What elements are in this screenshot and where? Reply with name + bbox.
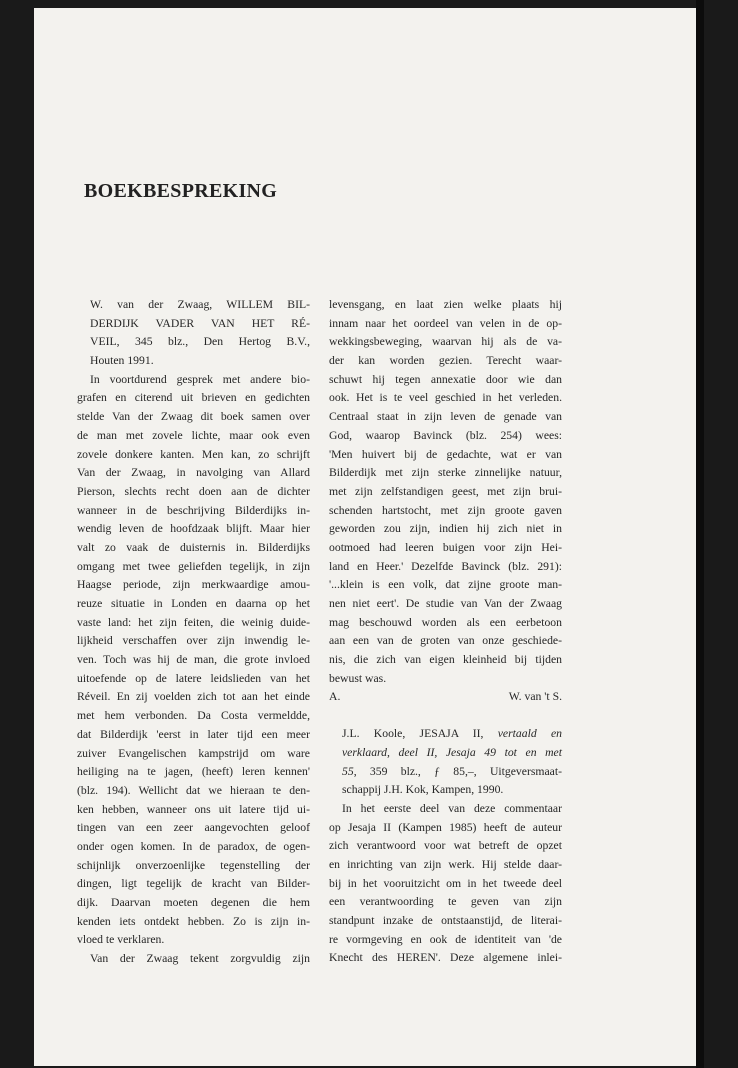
text-line: Pierson, slechts recht doen aan de dichter bbox=[77, 484, 310, 498]
text-line: op Jesaja II (Kampen 1985) heeft de auteur bbox=[329, 820, 562, 834]
text-line: dat Bilderdijk 'eerst in later tijd een meer bbox=[77, 727, 310, 741]
text-line: God, waarop Bavinck (blz. 254) wees: bbox=[329, 428, 562, 442]
scan-edge bbox=[696, 0, 704, 1068]
text-line: kenden iets ontdekt hebben. Zo is zijn in- bbox=[77, 914, 310, 928]
text-line: zovele donkere kanten. Men kan, zo schrijft bbox=[77, 447, 310, 461]
text-line: ken hebben, wanneer ons uit latere tijd ui- bbox=[77, 802, 310, 816]
text-line: vaste land: het zijn feiten, die weinig duide- bbox=[77, 615, 310, 629]
text-line: lijkheid verschaffen over zijn inwendig le- bbox=[77, 634, 310, 648]
text-line: dijk. Daarvan moeten degenen die hem bbox=[77, 896, 310, 909]
ref-chapter: 55 bbox=[342, 764, 354, 778]
left-column bbox=[77, 296, 310, 969]
ref-details: , 359 blz., ƒ 85,–, Uitgeversmaat- bbox=[353, 764, 562, 778]
text-line: wanneer in de beschrijving Bilderdijks in- bbox=[77, 503, 310, 517]
text-line: ven. Toch was hij de man, die grote invloed bbox=[77, 653, 310, 667]
text-line: vloed te verklaren. bbox=[77, 933, 165, 947]
page-title: BOEKBESPREKING bbox=[84, 180, 278, 202]
text-line: der kan worden gezien. Terecht waar- bbox=[329, 354, 562, 368]
text-line: land en Heer.' Dezelfde Bavinck (blz. 291): bbox=[329, 559, 562, 573]
text-line: een verantwoording te geven van zijn bbox=[329, 895, 562, 909]
review1-reference-line: Houten 1991. bbox=[90, 354, 154, 368]
text-line: met zijn zelfstandigen geest, met zijn brui- bbox=[329, 484, 562, 498]
text-line: Van der Zwaag tekent zorgvuldig zijn bbox=[90, 952, 310, 966]
text-line: (blz. 194). Wellicht dat we hieraan te den- bbox=[77, 783, 310, 797]
text-line: standpunt inzake de ontstaanstijd, de literai- bbox=[329, 914, 562, 927]
signature-name: W. van 't S. bbox=[508, 690, 562, 704]
text-line: nen niet eert'. De studie van Van der Zwaag bbox=[329, 597, 562, 610]
ref-subtitle: vertaald en bbox=[497, 727, 562, 741]
text-line: uitoefende op de latere leidslieden van het bbox=[77, 671, 310, 685]
text-line: onder ogen komen. In de paradox, de ogen- bbox=[77, 839, 310, 853]
text-line: met hem verbonden. Da Costa vermeldde, bbox=[77, 709, 310, 723]
text-line: tingen van een zeer aangevochten geloof bbox=[77, 821, 310, 835]
review2-reference-line bbox=[342, 744, 562, 763]
text-line: wekkingsbeweging, waarvan hij als de va- bbox=[329, 335, 562, 349]
text-line: zich verantwoord voor wat betreft de opzet bbox=[329, 839, 562, 853]
text-line: zuiver Evangelischen kampstrijd om ware bbox=[77, 746, 310, 760]
review1-reference bbox=[77, 296, 310, 371]
text-line: Knecht des HEREN'. Deze algemene inlei- bbox=[329, 951, 562, 965]
text-line: innam naar het oordeel van velen in de op- bbox=[329, 316, 562, 330]
text-line: reuze situatie in Londen en daarna op het bbox=[77, 597, 310, 610]
text-line: 'Men huivert bij de gedachte, wat er van bbox=[329, 447, 562, 461]
text-line: Haagse periode, zijn merkwaardige amou- bbox=[77, 578, 310, 592]
text-line: re vormgeving en ook de identiteit van 'de bbox=[329, 932, 562, 946]
text-line: heiliging na te jagen, (heeft) leren kennen' bbox=[77, 765, 310, 779]
signature-initial: A. bbox=[329, 690, 341, 704]
text-line: Centraal staat in zijn leven de genade van bbox=[329, 410, 562, 424]
review1-reference-line: DERDIJK VADER VAN HET RÉ- bbox=[90, 316, 310, 330]
text-line: Bilderdijk met zijn sterke zinnelijke natuur, bbox=[329, 466, 562, 480]
text-line: de man met zovele lichte, maar ook even bbox=[77, 428, 310, 442]
text-line: Van der Zwaag, in navolging van Allard bbox=[77, 466, 310, 480]
text-line: bij in het vooruitzicht om in het tweede deel bbox=[329, 876, 562, 890]
text-line: mag beschouwd worden als een eerbetoon bbox=[329, 615, 562, 629]
text-line: nis, die zich van eigen kleinheid bij tijden bbox=[329, 653, 562, 667]
text-line: levensgang, en laat zien welke plaats hij bbox=[329, 298, 562, 311]
text-line: '...klein is een volk, dat zijne groote man- bbox=[329, 578, 562, 592]
review1-reference-line: W. van der Zwaag, WILLEM BIL- bbox=[90, 298, 310, 311]
text-line: aan een van de groten van onze geschiede- bbox=[329, 634, 562, 648]
text-line: grafen en citerend uit brieven en gedichten bbox=[77, 391, 310, 405]
review2-reference bbox=[329, 725, 562, 800]
review1-body-continued bbox=[329, 296, 562, 707]
text-line: schuwt hij tegen annexatie door wie dan bbox=[329, 372, 562, 386]
text-line: schijnlijk onverzoenlijke tegenstelling der bbox=[77, 858, 310, 872]
text-line: valt zo vaak de duisternis in. Bilderdijks bbox=[77, 540, 310, 554]
review1-signature bbox=[329, 688, 562, 707]
review2-reference-line: schappij J.H. Kok, Kampen, 1990. bbox=[342, 783, 504, 797]
text-line: wendig leven de hoofdzaak blijft. Maar hier bbox=[77, 522, 310, 536]
text-line: en inrichting van zijn werk. Hij stelde daar- bbox=[329, 857, 562, 871]
text-line: In het eerste deel van deze commentaar bbox=[342, 801, 562, 815]
text-line: geworden zou zijn, indien hij zich niet in bbox=[329, 522, 562, 536]
text-line: stelde Van der Zwaag dit boek samen over bbox=[77, 410, 310, 424]
text-line: ook. Het is te veel geschied in het verleden. bbox=[329, 391, 562, 405]
review1-body bbox=[77, 371, 310, 969]
text-line: ootmoed had leeren buigen voor zijn Hei- bbox=[329, 540, 562, 554]
text-line: In voortdurend gesprek met andere bio- bbox=[90, 372, 310, 386]
review1-reference-line: VEIL, 345 blz., Den Hertog B.V., bbox=[90, 335, 310, 349]
review2-reference-line bbox=[342, 725, 562, 744]
text-line: omgang met twee geliefden tegelijk, in zijn bbox=[77, 559, 310, 573]
review2-body bbox=[329, 800, 562, 968]
text-line: Réveil. En zij voelden zich tot aan het einde bbox=[77, 690, 310, 704]
ref-subtitle-cont: verklaard, deel II, Jesaja 49 tot en met bbox=[342, 745, 562, 759]
section-gap bbox=[329, 707, 562, 725]
review2-reference-line bbox=[342, 763, 562, 782]
ref-author-title: J.L. Koole, JESAJA II, bbox=[342, 727, 498, 741]
right-column bbox=[329, 296, 562, 968]
text-line: dingen, ligt tegelijk de kracht van Bilder- bbox=[77, 877, 310, 891]
text-line: schenden hartstocht, met zijn groote gaven bbox=[329, 503, 562, 517]
text-line: bewust was. bbox=[329, 671, 387, 685]
